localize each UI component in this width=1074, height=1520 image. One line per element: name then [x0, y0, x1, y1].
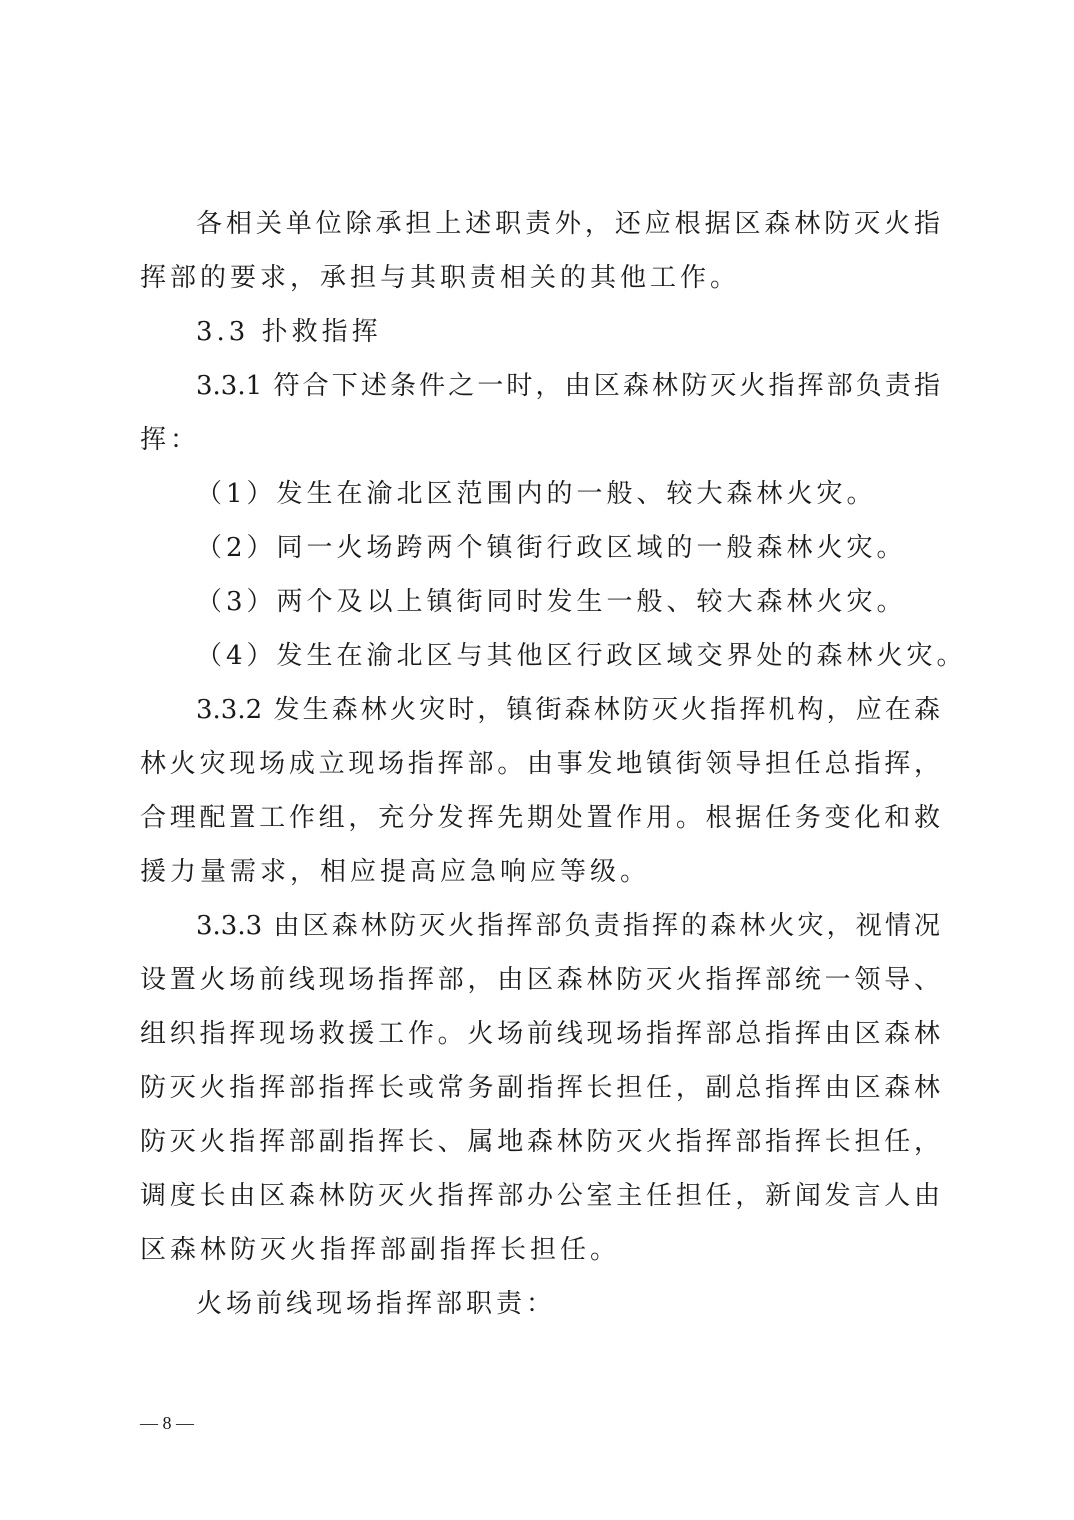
paragraph-line: 3.3.1 符合下述条件之一时，由区森林防灭火指挥部负责指 — [196, 371, 940, 401]
section-heading: 3.3 扑救指挥 — [196, 317, 382, 347]
paragraph-line: 防灭火指挥部副指挥长、属地森林防灭火指挥部指挥长担任， — [140, 1127, 940, 1157]
list-item: （4）发生在渝北区与其他区行政区域交界处的森林火灾。 — [196, 641, 967, 671]
paragraph-line: 区森林防灭火指挥部副指挥长担任。 — [140, 1235, 621, 1265]
paragraph-line: 挥部的要求，承担与其职责相关的其他工作。 — [140, 263, 741, 293]
paragraph-line: 林火灾现场成立现场指挥部。由事发地镇街领导担任总指挥， — [140, 749, 940, 779]
paragraph-line: 挥： — [140, 425, 201, 455]
paragraph-line: 组织指挥现场救援工作。火场前线现场指挥部总指挥由区森林 — [140, 1019, 940, 1049]
page-number: — 8 — — [140, 1413, 194, 1433]
paragraph-line: 设置火场前线现场指挥部，由区森林防灭火指挥部统一领导、 — [140, 965, 940, 995]
paragraph-line: 合理配置工作组，充分发挥先期处置作用。根据任务变化和救 — [140, 803, 940, 833]
paragraph-line: 3.3.2 发生森林火灾时，镇街森林防灭火指挥机构，应在森 — [196, 695, 940, 725]
list-item: （2）同一火场跨两个镇街行政区域的一般森林火灾。 — [196, 533, 907, 563]
paragraph-line: 援力量需求，相应提高应急响应等级。 — [140, 857, 651, 887]
paragraph-line: 调度长由区森林防灭火指挥部办公室主任担任，新闻发言人由 — [140, 1181, 940, 1211]
paragraph-line: 火场前线现场指挥部职责： — [196, 1289, 557, 1319]
paragraph-line: 3.3.3 由区森林防灭火指挥部负责指挥的森林火灾，视情况 — [196, 911, 940, 941]
list-item: （1）发生在渝北区范围内的一般、较大森林火灾。 — [196, 479, 877, 509]
paragraph-line: 防灭火指挥部指挥长或常务副指挥长担任，副总指挥由区森林 — [140, 1073, 940, 1103]
list-item: （3）两个及以上镇街同时发生一般、较大森林火灾。 — [196, 587, 907, 617]
paragraph-line: 各相关单位除承担上述职责外，还应根据区森林防灭火指 — [196, 209, 940, 239]
